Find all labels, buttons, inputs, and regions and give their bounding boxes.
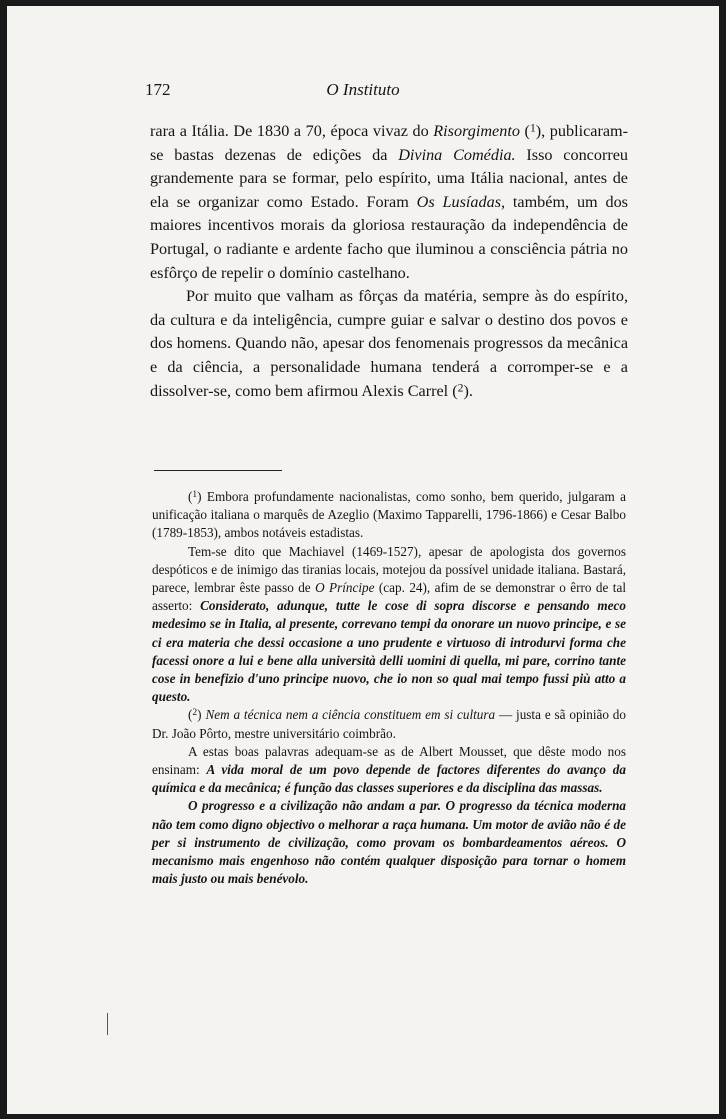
paragraph-1 xyxy=(150,120,628,285)
italic-title: O Príncipe xyxy=(315,580,375,596)
footnote-1 xyxy=(152,488,626,543)
text-run: também, um dos maiores incentivos morais da gloriosa restauração da independência de Portugal, o radiante e ardente facho que iluminou a consciência pátria no esfôrço de repelir o domínio castelhano. xyxy=(150,192,628,282)
text-run: rara a Itália. De 1830 a 70, época vivaz do xyxy=(150,122,434,140)
main-text xyxy=(150,120,628,403)
footnote-marker-number: 1 xyxy=(192,490,198,501)
paragraph-2 xyxy=(150,285,628,403)
text-run: Isso concorreu grandemente para se formar, pelo espírito, uma Itália nacional, antes de ela se organizar como Estado. Foram xyxy=(150,145,629,211)
text-run: (cap. 24), afim de se demonstrar o êrro de tal asserto: xyxy=(152,580,626,614)
footnote-1-continuation xyxy=(152,543,626,707)
text-run: ( xyxy=(519,122,530,140)
italian-quotation: Considerato, adunque, tutte le cose di sopra discorse e pensando meco medesimo se in Italia, al presente, correvano tempi da onorare un nuovo principe, e se ci era materia che dessi occasione a uno prudente e virtuoso di introdurvi forma che facessi onore a lui e bene alla università delli uomini di quella, mi pare, corrino tante cose in benefizio d'uno principe nuovo, che io non so qual mai tempo fussi più atto a questo. xyxy=(152,598,626,705)
footnote-separator xyxy=(154,470,282,471)
italic-term: Risorgimento xyxy=(433,122,520,140)
footnote-marker: ( xyxy=(188,489,193,504)
footnote-text: Embora profundamente nacionalistas, como sonho, bem querido, julgaram a unificação italiana o marquês de Azeglio (Maximo Tapparelli, 1796-1866) e Cesar Balbo (1789-1853), ambos notáveis estadistas. xyxy=(152,489,626,541)
page-number: 172 xyxy=(145,80,171,99)
text-run: ), publicaram-se bastas dezenas de edições da xyxy=(150,122,629,164)
book-page xyxy=(7,6,719,1114)
footnote-marker: ) xyxy=(197,489,202,504)
italic-quotation: Nem a técnica nem a ciência constituem em si cultura xyxy=(205,707,496,723)
text-run: A estas boas palavras adequam-se as de Albert Mousset, que dêste modo nos ensinam: xyxy=(152,743,626,778)
italic-title: Divina Comédia. xyxy=(398,145,516,164)
footnote-2-continuation-1 xyxy=(152,743,626,798)
footnote-marker: ( xyxy=(188,707,193,723)
text-run: ). xyxy=(463,381,473,400)
footnote-ref-2: 2 xyxy=(457,380,464,394)
footnote-marker: ) xyxy=(197,707,202,723)
footnote-marker-number: 2 xyxy=(192,708,198,719)
text-run: Tem-se dito que Machiavel (1469-1527), apesar de apologista dos governos despóticos e de inimigo das tiranias locais, motejou da possível unidade italiana. Bastará, parece, lembrar êste passo de xyxy=(152,543,626,596)
footnote-2 xyxy=(152,706,626,742)
footnotes xyxy=(152,488,626,888)
margin-mark xyxy=(107,1013,108,1035)
running-head xyxy=(7,80,719,102)
italic-title: Os Lusíadas, xyxy=(416,192,506,211)
footnote-2-continuation-2 xyxy=(152,797,626,888)
footnote-ref-1: 1 xyxy=(529,121,536,135)
text-run: — justa e sã opinião do Dr. João Pôrto, mestre universitário coimbrão. xyxy=(152,707,626,741)
journal-title: O Instituto xyxy=(326,80,400,99)
text-run: Por muito que valham as fôrças da matéria, sempre às do espírito, da cultura e da inteligência, cumpre guiar e salvar o destino dos povos e dos homens. Quando não, apesar dos fenomenais progressos da mecânica e da ciência, a personalidade humana tenderá a corromper-se e a dissolver-se, como bem afirmou Alexis Carrel ( xyxy=(150,287,628,400)
quotation: O progresso e a civilização não andam a par. O progresso da técnica moderna não tem como digno objectivo o melhorar a raça humana. Um motor de avião não é de per si instrumento de civilização, como provam os bombardeamentos aéreos. O mecanismo mais engenhoso não contém qualquer disposição para tornar o homem mais justo ou mais benévolo. xyxy=(152,798,626,887)
quotation: A vida moral de um povo depende de factores diferentes do avanço da química e da mecânica; é função das classes superiores e da disciplina das massas. xyxy=(152,762,626,796)
